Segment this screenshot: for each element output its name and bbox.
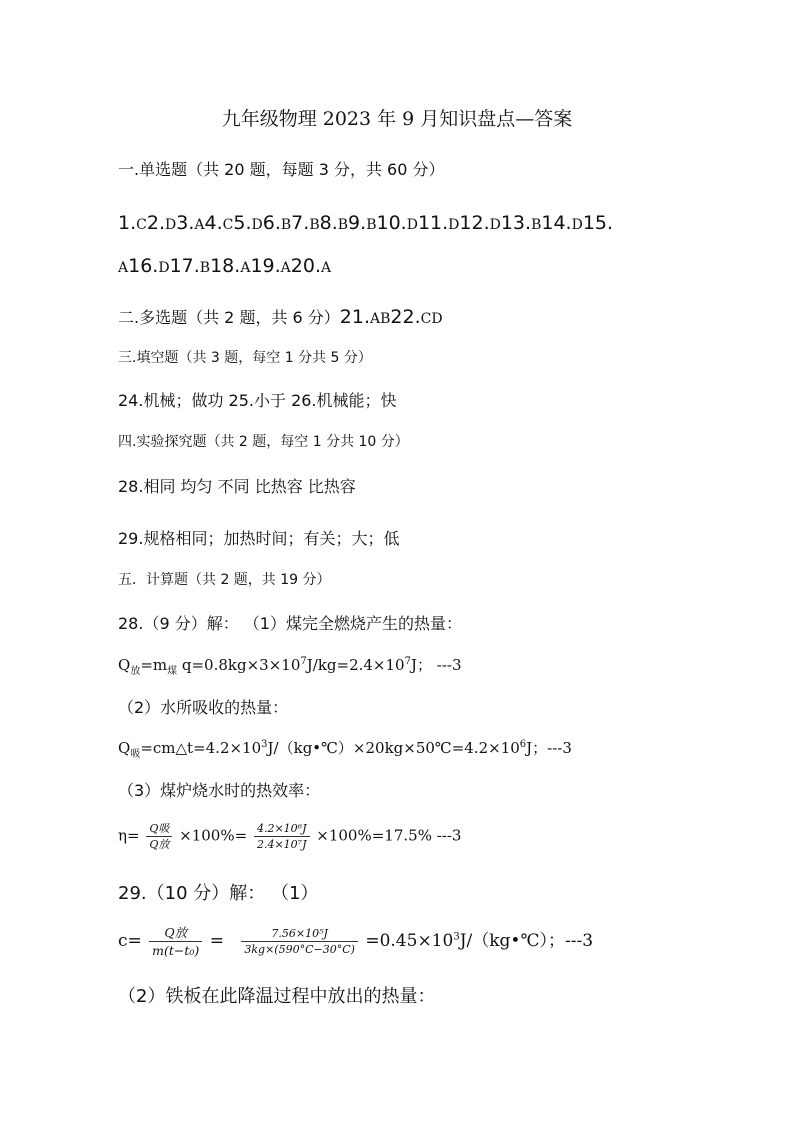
section2-line [118, 306, 443, 329]
section1-answers-row2 [118, 255, 331, 278]
fraction-formula: $\frac{\text{Q放}}{\text{m(t−t₀)}}$ [149, 925, 202, 958]
answer-letter: A [240, 260, 251, 276]
question-number: 13. [500, 212, 532, 234]
question-number: 6. [262, 212, 281, 234]
answer-letter: D [251, 217, 263, 233]
fraction-q-ratio: $\frac{\text{Q吸}}{\text{Q放}}$ [146, 822, 172, 851]
question-number: 11. [417, 212, 449, 234]
section4-answers-29: 29.规格相同；加热时间；有关；大；低 [118, 529, 400, 548]
q28-equation-efficiency: η= $\frac{\text{Q吸}}{\text{Q放}}$ ×100%= $\frac{\text{4.2×10⁶J}}{\text{2.4×10⁷J}}$ ×100%=17.5% ---3 [118, 822, 462, 852]
question-number: 2. [146, 212, 165, 234]
answer-letter: D [489, 217, 501, 233]
section4-answers-28: 28.相同 均匀 不同 比热容 比热容 [118, 477, 356, 496]
question-number: 10. [376, 212, 407, 234]
answer-letter: A [194, 217, 205, 233]
section2-heading: 二.多选题（共 2 题，共 6 分） [118, 308, 340, 327]
answer-letter: A [280, 260, 291, 276]
question-number: 12. [459, 212, 490, 234]
question-number: 4. [204, 212, 223, 234]
q29-equation-specific-heat: c= $\frac{\text{Q放}}{\text{m(t−t₀)}}$ = $\frac{\text{7.56×10⁵J}}{3kg\times(590^\circ C-30^\circ C)}$ $=0.45\times 10^3J/(kg•℃)$；---3 [118, 925, 594, 958]
question-number: 1. [118, 212, 137, 234]
question-number: 9. [348, 212, 367, 234]
answer-letter: C [136, 217, 147, 233]
question-number: 16. [128, 255, 159, 277]
question-number: 20. [290, 255, 321, 277]
answer-letter: D [158, 260, 170, 276]
section5-heading: 五．计算题（共 2 题，共 19 分） [118, 572, 331, 588]
answer-letter: C [222, 217, 234, 233]
answer-letter: D [448, 217, 460, 233]
q28-equation-heat-released: $Q_放=m_煤$ $q=0.8kg\times 3\times 10^7J/kg=2.4\times 10^7J$； ---3 [118, 656, 462, 677]
section3-answers: 24.机械；做功 25.小于 26.机械能；快 [118, 391, 397, 410]
answer-letter: AB [370, 311, 391, 327]
answer-letter: D [165, 217, 177, 233]
q29-step2: （2）铁板在此降温过程中放出的热量： [118, 986, 436, 1007]
question-number: 22. [390, 306, 421, 328]
answer-letter: B [366, 217, 377, 233]
fraction-values: $\frac{\text{7.56×10⁵J}}{3kg\times(590^\circ C-30^\circ C)}$ [241, 927, 358, 956]
question-number: 17. [169, 255, 200, 277]
fraction-values: $\frac{\text{4.2×10⁶J}}{\text{2.4×10⁷J}}$ [254, 822, 310, 851]
question-number: 14. [541, 212, 572, 234]
page-title: 九年级物理 2023 年 9 月知识盘点—答案 [221, 108, 573, 130]
answer-letter: CD [420, 311, 443, 327]
q28-equation-heat-absorbed: $Q_吸=cm\triangle t=4.2\times 10^3J/(kg•℃)\times 20kg\times 50℃=4.2\times 10^6J$；---3 [118, 739, 572, 760]
question-number: 7. [291, 212, 310, 234]
answer-letter: B [531, 217, 542, 233]
q29-intro: 29.（10 分）解： （1） [118, 883, 319, 904]
question-number: 15. [582, 212, 614, 234]
question-number: 3. [176, 212, 195, 234]
section1-heading: 一.单选题（共 20 题，每题 3 分，共 60 分） [118, 160, 445, 179]
question-number: 19. [250, 255, 281, 277]
q28-intro: 28.（9 分）解： （1）煤完全燃烧产生的热量： [118, 614, 462, 633]
answer-letter: D [406, 217, 418, 233]
section3-heading: 三.填空题（共 3 题，每空 1 分共 5 分） [118, 350, 372, 366]
answer-letter: B [280, 217, 292, 233]
answer-letter: D [571, 217, 583, 233]
question-number: 8. [319, 212, 338, 234]
q28-step3: （3）煤炉烧水时的热效率： [118, 781, 321, 800]
question-number: 21. [339, 306, 371, 328]
question-number: 18. [210, 255, 241, 277]
section4-heading: 四.实验探究题（共 2 题，每空 1 分共 10 分） [118, 434, 409, 450]
answer-letter: A [321, 260, 332, 276]
answer-letter: B [309, 217, 320, 233]
answer-letter: B [199, 260, 211, 276]
answer-letter: A [118, 260, 129, 276]
answer-letter: B [337, 217, 349, 233]
question-number: 5. [233, 212, 252, 234]
section1-answers-row1 [118, 212, 613, 235]
q28-step2: （2）水所吸收的热量： [118, 698, 289, 717]
